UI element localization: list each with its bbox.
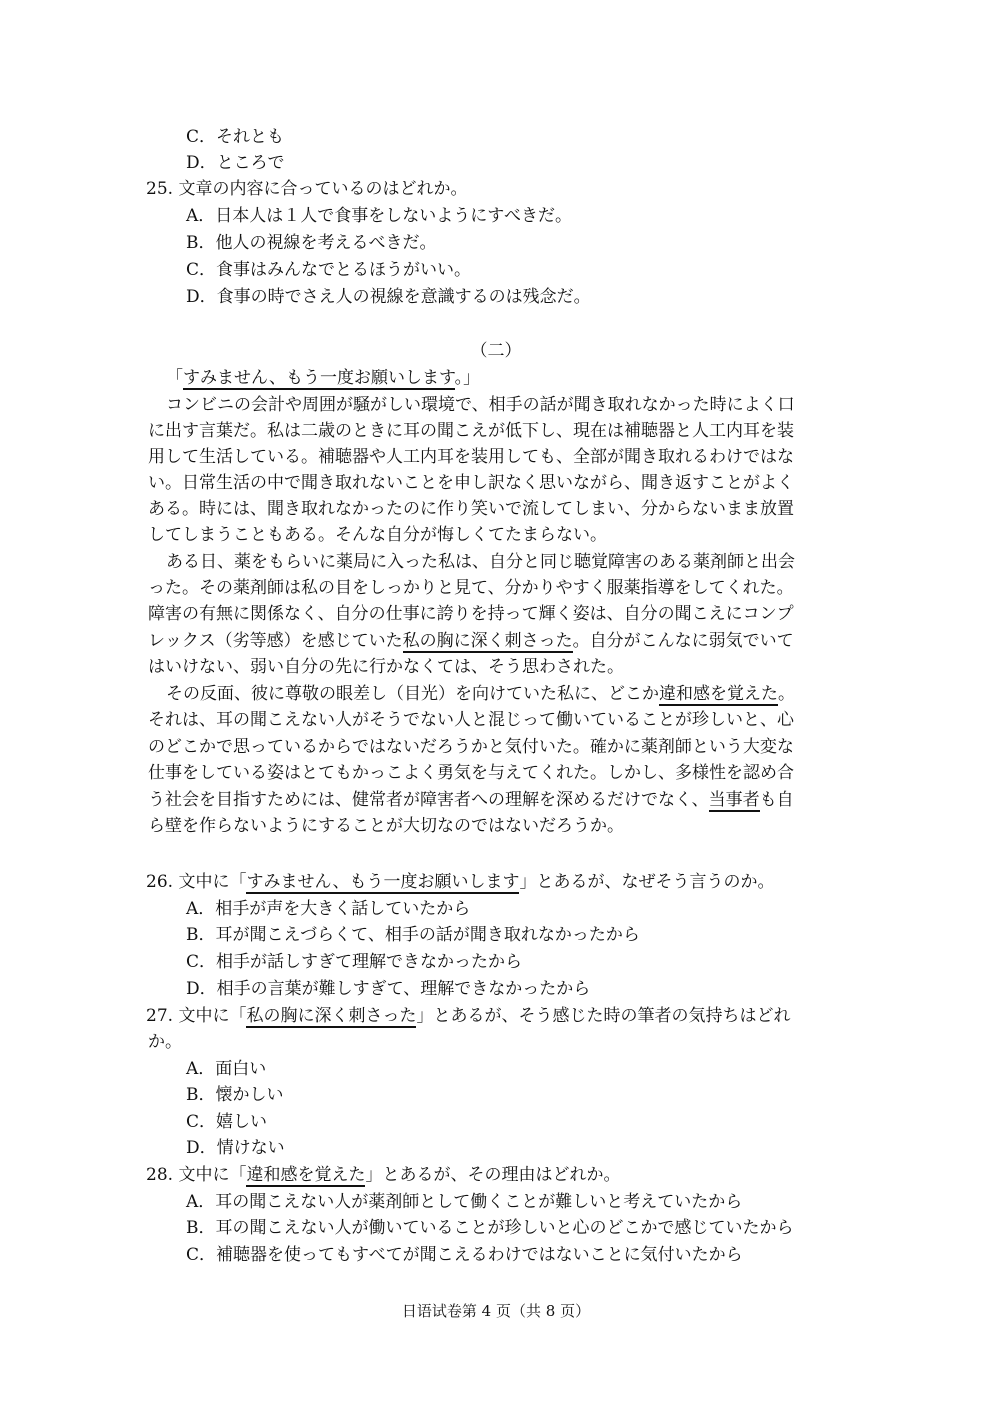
- option-c: C．それとも: [186, 127, 285, 147]
- passage-line: った。その薬剤師は私の目をしっかりと見て、分かりやすく服薬指導をしてくれた。: [148, 578, 794, 598]
- passage-line: レックス（劣等感）を感じていた私の胸に深く刺さった。自分がこんなに弱気でいて: [148, 631, 794, 651]
- q28-option-b: B．耳の聞こえない人が働いていることが珍しいと心のどこかで感じていたから: [186, 1218, 794, 1238]
- passage-line: い。日常生活の中で聞き取れないことを申し訳なく思いながら、聞き返すことがよく: [148, 473, 794, 493]
- passage-line: 仕事をしている姿はとてもかっこよく勇気を与えてくれた。しかし、多様性を認め合: [148, 763, 794, 783]
- underlined-phrase: すみません、もう一度お願いします: [183, 368, 455, 388]
- passage-line: 障害の有無に関係なく、自分の仕事に誇りを持って輝く姿は、自分の聞こえにコンプ: [148, 604, 794, 624]
- underlined-phrase: 私の胸に深く刺さった: [246, 1006, 417, 1026]
- question-25: 25. 文章の内容に合っているのはどれか。: [146, 179, 468, 199]
- question-27-continued: か。: [148, 1032, 182, 1052]
- q27-option-a: A．面白い: [186, 1059, 267, 1079]
- q25-option-d: D．食事の時でさえ人の視線を意識するのは残念だ。: [186, 287, 591, 307]
- passage-line: それは、耳の聞こえない人がそうでない人と混じって働いていることが珍しいと、心: [148, 710, 794, 730]
- section-heading: （二）: [470, 341, 522, 361]
- passage-line: その反面、彼に尊敬の眼差し（目光）を向けていた私に、どこか違和感を覚えた。: [166, 684, 795, 704]
- underlined-phrase: 違和感を覚えた: [246, 1165, 366, 1185]
- passage-opening: 「すみません、もう一度お願いします。」: [166, 368, 481, 388]
- q25-option-b: B．他人の視線を考えるべきだ。: [186, 233, 437, 253]
- passage-line: う社会を目指すためには、健常者が障害者への理解を深めるだけでなく、当事者も自: [148, 790, 794, 810]
- q27-option-b: B．懐かしい: [186, 1085, 284, 1105]
- passage-line: に出す言葉だ。私は二歳のときに耳の聞こえが低下し、現在は補聴器と人工内耳を装: [148, 421, 794, 441]
- question-28: 28. 文中に「違和感を覚えた」とあるが、その理由はどれか。: [146, 1165, 621, 1185]
- q25-option-a: A．日本人は１人で食事をしないようにすべきだ。: [186, 206, 572, 226]
- q26-option-d: D．相手の言葉が難しすぎて、理解できなかったから: [186, 979, 591, 999]
- passage-line: してしまうこともある。そんな自分が悔しくてたまらない。: [148, 525, 607, 545]
- q27-option-d: D．情けない: [186, 1138, 285, 1158]
- underlined-phrase: 当事者: [708, 790, 760, 810]
- q26-option-a: A．相手が声を大きく話していたから: [186, 899, 471, 919]
- underlined-phrase: 違和感を覚えた: [659, 684, 778, 704]
- passage-line: 用して生活している。補聴器や人工内耳を装用しても、全部が聞き取れるわけではな: [148, 447, 794, 467]
- page-footer: 日语试卷第 4 页（共 8 页）: [401, 1302, 591, 1320]
- q25-option-c: C．食事はみんなでとるほうがいい。: [186, 260, 472, 280]
- question-27: 27. 文中に「私の胸に深く刺さった」とあるが、そう感じた時の筆者の気持ちはどれ: [146, 1006, 791, 1026]
- underlined-phrase: 私の胸に深く刺さった: [402, 631, 573, 651]
- q26-option-b: B．耳が聞こえづらくて、相手の話が聞き取れなかったから: [186, 925, 640, 945]
- option-d: D．ところで: [186, 153, 285, 173]
- passage-line: コンビニの会計や周囲が騒がしい環境で、相手の話が聞き取れなかった時によく口: [166, 395, 795, 415]
- passage-line: のどこかで思っているからではないだろうかと気付いた。確かに薬剤師という大変な: [148, 737, 794, 757]
- passage-line: ある日、薬をもらいに薬局に入った私は、自分と同じ聴覚障害のある薬剤師と出会: [166, 552, 795, 572]
- underlined-phrase: すみません、もう一度お願いします: [246, 872, 520, 892]
- q26-option-c: C．相手が話しすぎて理解できなかったから: [186, 952, 523, 972]
- q28-option-c: C．補聴器を使ってもすべてが聞こえるわけではないことに気付いたから: [186, 1245, 743, 1265]
- q28-option-a: A．耳の聞こえない人が薬剤師として働くことが難しいと考えていたから: [186, 1192, 743, 1212]
- question-26: 26. 文中に「すみません、もう一度お願いします」とあるが、なぜそう言うのか。: [146, 872, 775, 892]
- passage-line: ら壁を作らないようにすることが大切なのではないだろうか。: [148, 816, 624, 836]
- passage-line: はいけない、弱い自分の先に行かなくては、そう思わされた。: [148, 657, 624, 677]
- passage-line: ある。時には、聞き取れなかったのに作り笑いで流してしまい、分からないまま放置: [148, 499, 794, 519]
- q27-option-c: C．嬉しい: [186, 1112, 268, 1132]
